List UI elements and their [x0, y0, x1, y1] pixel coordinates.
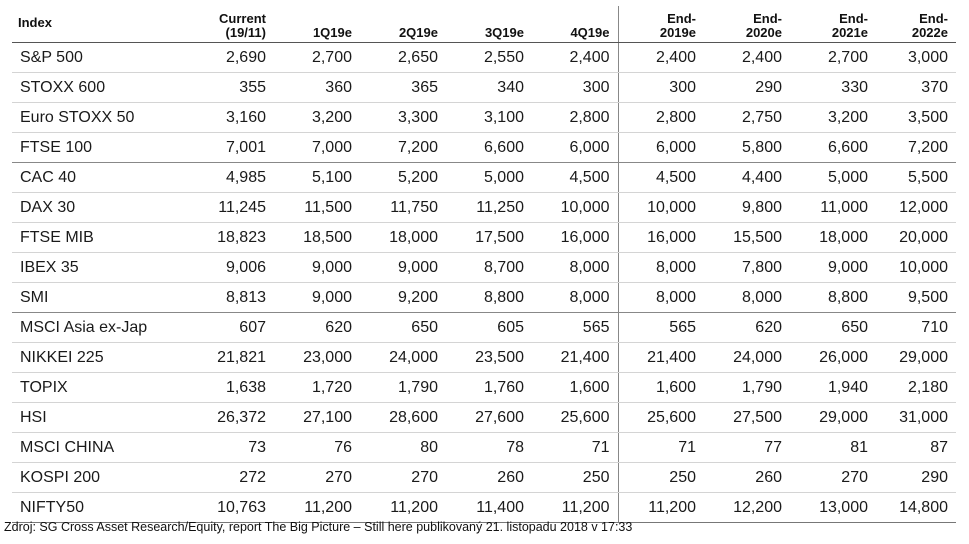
column-header — [532, 6, 618, 43]
value-cell: 10,763 — [192, 493, 274, 523]
value-cell: 300 — [618, 73, 704, 103]
value-cell: 9,800 — [704, 193, 790, 223]
value-cell: 2,650 — [360, 43, 446, 73]
value-cell: 3,200 — [274, 103, 360, 133]
value-cell: 3,500 — [876, 103, 956, 133]
value-cell: 27,100 — [274, 403, 360, 433]
index-name-cell: CAC 40 — [12, 163, 192, 193]
value-cell: 5,000 — [790, 163, 876, 193]
value-cell: 10,000 — [876, 253, 956, 283]
value-cell: 73 — [192, 433, 274, 463]
index-forecast-table — [12, 6, 956, 523]
value-cell: 3,300 — [360, 103, 446, 133]
index-name-cell: HSI — [12, 403, 192, 433]
value-cell: 1,600 — [618, 373, 704, 403]
value-cell: 270 — [274, 463, 360, 493]
value-cell: 250 — [618, 463, 704, 493]
value-cell: 1,790 — [360, 373, 446, 403]
value-cell: 80 — [360, 433, 446, 463]
column-header — [876, 6, 956, 43]
column-header-line2: 2020e — [745, 25, 782, 40]
value-cell: 1,600 — [532, 373, 618, 403]
index-name-cell: MSCI Asia ex-Jap — [12, 313, 192, 343]
value-cell: 6,000 — [618, 133, 704, 163]
column-header — [618, 6, 704, 43]
table-row — [12, 73, 956, 103]
source-note: Zdroj: SG Cross Asset Research/Equity, report The Big Picture – Still here publikovaný 21. listopadu 2018 v 17:33 — [4, 520, 633, 534]
value-cell: 26,372 — [192, 403, 274, 433]
value-cell: 260 — [446, 463, 532, 493]
column-header-line1: 1Q19e — [312, 25, 352, 40]
value-cell: 2,690 — [192, 43, 274, 73]
index-name-cell: FTSE MIB — [12, 223, 192, 253]
column-header — [360, 6, 446, 43]
value-cell: 2,400 — [618, 43, 704, 73]
value-cell: 11,200 — [618, 493, 704, 523]
value-cell: 31,000 — [876, 403, 956, 433]
value-cell: 12,200 — [704, 493, 790, 523]
index-name-cell: MSCI CHINA — [12, 433, 192, 463]
column-header-line2: (19/11) — [225, 25, 266, 40]
value-cell: 340 — [446, 73, 532, 103]
value-cell: 11,500 — [274, 193, 360, 223]
value-cell: 87 — [876, 433, 956, 463]
index-name-cell: IBEX 35 — [12, 253, 192, 283]
value-cell: 9,006 — [192, 253, 274, 283]
value-cell: 15,500 — [704, 223, 790, 253]
value-cell: 620 — [704, 313, 790, 343]
column-header — [704, 6, 790, 43]
value-cell: 3,100 — [446, 103, 532, 133]
value-cell: 10,000 — [532, 193, 618, 223]
value-cell: 710 — [876, 313, 956, 343]
value-cell: 2,180 — [876, 373, 956, 403]
column-header-line2: 2021e — [831, 25, 868, 40]
table-row — [12, 43, 956, 73]
column-header-line1: Current — [219, 11, 266, 26]
column-header-line1: 4Q19e — [570, 25, 610, 40]
value-cell: 7,001 — [192, 133, 274, 163]
value-cell: 18,500 — [274, 223, 360, 253]
value-cell: 1,638 — [192, 373, 274, 403]
index-name-cell: NIKKEI 225 — [12, 343, 192, 373]
value-cell: 76 — [274, 433, 360, 463]
value-cell: 18,000 — [790, 223, 876, 253]
value-cell: 2,400 — [532, 43, 618, 73]
value-cell: 11,200 — [274, 493, 360, 523]
value-cell: 300 — [532, 73, 618, 103]
value-cell: 10,000 — [618, 193, 704, 223]
value-cell: 11,400 — [446, 493, 532, 523]
table-header-row — [12, 6, 956, 43]
value-cell: 81 — [790, 433, 876, 463]
value-cell: 16,000 — [532, 223, 618, 253]
index-name-cell: DAX 30 — [12, 193, 192, 223]
value-cell: 20,000 — [876, 223, 956, 253]
index-name-cell: FTSE 100 — [12, 133, 192, 163]
value-cell: 11,250 — [446, 193, 532, 223]
value-cell: 29,000 — [876, 343, 956, 373]
value-cell: 21,400 — [618, 343, 704, 373]
table-row — [12, 313, 956, 343]
value-cell: 7,200 — [876, 133, 956, 163]
value-cell: 5,100 — [274, 163, 360, 193]
column-header-line2: 2019e — [659, 25, 696, 40]
table-row — [12, 133, 956, 163]
table-row — [12, 253, 956, 283]
value-cell: 11,750 — [360, 193, 446, 223]
value-cell: 11,245 — [192, 193, 274, 223]
value-cell: 6,600 — [446, 133, 532, 163]
value-cell: 13,000 — [790, 493, 876, 523]
table-row — [12, 433, 956, 463]
column-header — [274, 6, 360, 43]
value-cell: 11,200 — [360, 493, 446, 523]
value-cell: 17,500 — [446, 223, 532, 253]
column-header — [446, 6, 532, 43]
value-cell: 9,500 — [876, 283, 956, 313]
value-cell: 3,000 — [876, 43, 956, 73]
value-cell: 9,000 — [790, 253, 876, 283]
value-cell: 23,000 — [274, 343, 360, 373]
index-name-cell: KOSPI 200 — [12, 463, 192, 493]
value-cell: 12,000 — [876, 193, 956, 223]
value-cell: 8,813 — [192, 283, 274, 313]
column-header-line1: End- — [753, 11, 782, 26]
value-cell: 25,600 — [618, 403, 704, 433]
value-cell: 3,160 — [192, 103, 274, 133]
value-cell: 11,000 — [790, 193, 876, 223]
table-row — [12, 343, 956, 373]
value-cell: 14,800 — [876, 493, 956, 523]
value-cell: 370 — [876, 73, 956, 103]
column-header-line1: End- — [919, 11, 948, 26]
value-cell: 11,200 — [532, 493, 618, 523]
index-name-cell: SMI — [12, 283, 192, 313]
value-cell: 3,200 — [790, 103, 876, 133]
value-cell: 7,200 — [360, 133, 446, 163]
table-row — [12, 283, 956, 313]
value-cell: 1,760 — [446, 373, 532, 403]
table-row — [12, 403, 956, 433]
value-cell: 2,750 — [704, 103, 790, 133]
value-cell: 27,500 — [704, 403, 790, 433]
value-cell: 4,500 — [532, 163, 618, 193]
value-cell: 607 — [192, 313, 274, 343]
value-cell: 650 — [790, 313, 876, 343]
value-cell: 8,800 — [446, 283, 532, 313]
value-cell: 2,700 — [790, 43, 876, 73]
value-cell: 28,600 — [360, 403, 446, 433]
value-cell: 290 — [876, 463, 956, 493]
value-cell: 290 — [704, 73, 790, 103]
value-cell: 23,500 — [446, 343, 532, 373]
value-cell: 5,800 — [704, 133, 790, 163]
value-cell: 355 — [192, 73, 274, 103]
value-cell: 8,000 — [704, 283, 790, 313]
column-header-line1: End- — [839, 11, 868, 26]
value-cell: 565 — [618, 313, 704, 343]
value-cell: 26,000 — [790, 343, 876, 373]
table-row — [12, 103, 956, 133]
value-cell: 7,000 — [274, 133, 360, 163]
value-cell: 77 — [704, 433, 790, 463]
table-row — [12, 223, 956, 253]
value-cell: 365 — [360, 73, 446, 103]
value-cell: 25,600 — [532, 403, 618, 433]
value-cell: 2,800 — [532, 103, 618, 133]
value-cell: 29,000 — [790, 403, 876, 433]
value-cell: 8,000 — [618, 253, 704, 283]
value-cell: 8,700 — [446, 253, 532, 283]
value-cell: 5,200 — [360, 163, 446, 193]
value-cell: 330 — [790, 73, 876, 103]
value-cell: 21,821 — [192, 343, 274, 373]
value-cell: 6,600 — [790, 133, 876, 163]
value-cell: 9,200 — [360, 283, 446, 313]
value-cell: 24,000 — [704, 343, 790, 373]
value-cell: 2,550 — [446, 43, 532, 73]
value-cell: 260 — [704, 463, 790, 493]
value-cell: 1,790 — [704, 373, 790, 403]
index-name-cell: NIFTY50 — [12, 493, 192, 523]
table-row — [12, 193, 956, 223]
column-header-index — [12, 6, 192, 43]
value-cell: 5,500 — [876, 163, 956, 193]
value-cell: 2,700 — [274, 43, 360, 73]
value-cell: 16,000 — [618, 223, 704, 253]
value-cell: 4,500 — [618, 163, 704, 193]
table-row — [12, 463, 956, 493]
value-cell: 4,400 — [704, 163, 790, 193]
value-cell: 270 — [790, 463, 876, 493]
value-cell: 71 — [532, 433, 618, 463]
value-cell: 8,000 — [532, 253, 618, 283]
value-cell: 21,400 — [532, 343, 618, 373]
value-cell: 27,600 — [446, 403, 532, 433]
value-cell: 9,000 — [274, 253, 360, 283]
value-cell: 2,400 — [704, 43, 790, 73]
value-cell: 18,823 — [192, 223, 274, 253]
column-header-line1: 3Q19e — [484, 25, 524, 40]
index-name-cell: S&P 500 — [12, 43, 192, 73]
value-cell: 565 — [532, 313, 618, 343]
value-cell: 360 — [274, 73, 360, 103]
index-name-cell: Euro STOXX 50 — [12, 103, 192, 133]
value-cell: 6,000 — [532, 133, 618, 163]
value-cell: 71 — [618, 433, 704, 463]
value-cell: 78 — [446, 433, 532, 463]
value-cell: 250 — [532, 463, 618, 493]
index-name-cell: STOXX 600 — [12, 73, 192, 103]
column-header-line1: End- — [667, 11, 696, 26]
column-header-line1: Index — [18, 15, 52, 30]
table-row — [12, 163, 956, 193]
value-cell: 605 — [446, 313, 532, 343]
value-cell: 270 — [360, 463, 446, 493]
column-header-line2: 2022e — [911, 25, 948, 40]
table-row — [12, 373, 956, 403]
value-cell: 5,000 — [446, 163, 532, 193]
value-cell: 18,000 — [360, 223, 446, 253]
column-header — [790, 6, 876, 43]
value-cell: 8,000 — [532, 283, 618, 313]
value-cell: 24,000 — [360, 343, 446, 373]
column-header-line1: 2Q19e — [398, 25, 438, 40]
value-cell: 9,000 — [274, 283, 360, 313]
value-cell: 8,000 — [618, 283, 704, 313]
table-row — [12, 493, 956, 523]
value-cell: 7,800 — [704, 253, 790, 283]
value-cell: 8,800 — [790, 283, 876, 313]
value-cell: 650 — [360, 313, 446, 343]
value-cell: 9,000 — [360, 253, 446, 283]
table-body — [12, 43, 956, 523]
value-cell: 4,985 — [192, 163, 274, 193]
index-name-cell: TOPIX — [12, 373, 192, 403]
value-cell: 1,940 — [790, 373, 876, 403]
column-header — [192, 6, 274, 43]
value-cell: 272 — [192, 463, 274, 493]
value-cell: 2,800 — [618, 103, 704, 133]
value-cell: 1,720 — [274, 373, 360, 403]
value-cell: 620 — [274, 313, 360, 343]
